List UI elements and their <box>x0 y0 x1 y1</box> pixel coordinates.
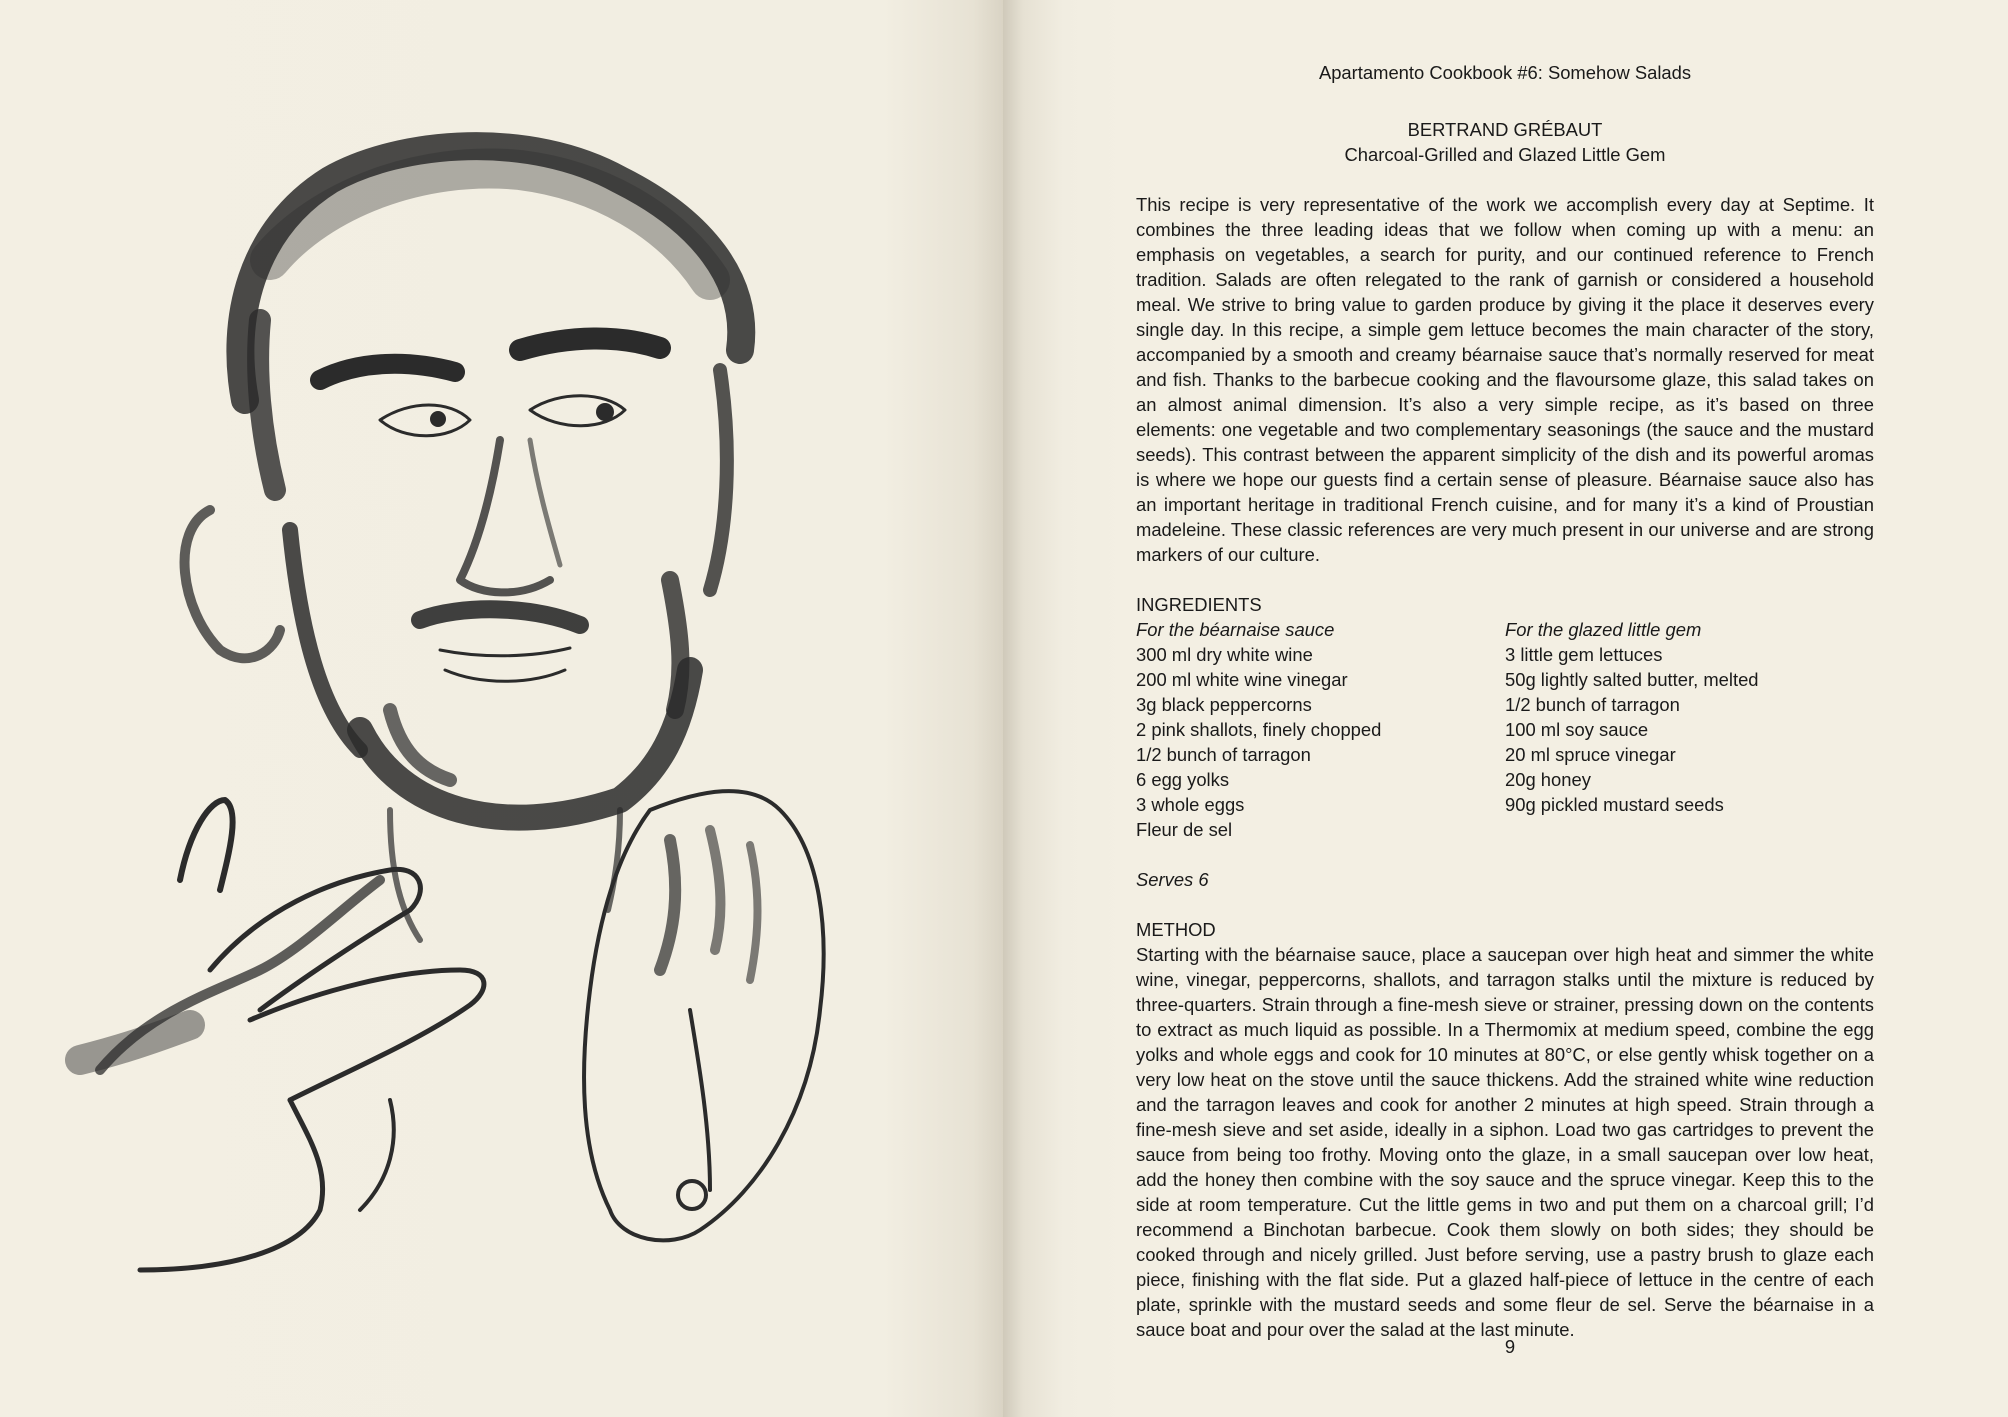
sauce-subheading: For the béarnaise sauce <box>1136 619 1335 640</box>
list-item: 20g honey <box>1505 769 1591 790</box>
recipe-text-column <box>1136 60 1874 1342</box>
ear-stroke <box>185 510 280 658</box>
sauce-ingredient-list <box>1136 642 1505 842</box>
left-eyebrow <box>320 364 455 380</box>
serves-note: Serves 6 <box>1136 869 1209 890</box>
list-item: 1/2 bunch of tarragon <box>1505 694 1680 715</box>
page-number: 9 <box>1504 1336 1516 1357</box>
list-item: 1/2 bunch of tarragon <box>1136 744 1311 765</box>
list-item: 6 egg yolks <box>1136 769 1230 790</box>
list-item: 3 little gem lettuces <box>1505 644 1663 665</box>
left-page <box>0 0 1003 1417</box>
list-item: Fleur de sel <box>1136 819 1233 840</box>
chef-name: BERTRAND GRÉBAUT <box>1407 119 1603 140</box>
list-item: 300 ml dry white wine <box>1136 644 1313 665</box>
recipe-title: Charcoal-Grilled and Glazed Little Gem <box>1344 144 1666 165</box>
list-item: 90g pickled mustard seeds <box>1505 794 1724 815</box>
finger-one <box>210 869 420 1010</box>
sauce-ingredients <box>1136 617 1505 842</box>
gem-ingredient-list <box>1505 642 1874 817</box>
list-item: 50g lightly salted butter, melted <box>1505 669 1759 690</box>
method-heading: METHOD <box>1136 919 1216 940</box>
lettuce-ribs <box>660 840 675 970</box>
ingredients-heading: INGREDIENTS <box>1136 594 1262 615</box>
list-item: 3g black peppercorns <box>1136 694 1312 715</box>
intro-paragraph: This recipe is very representative of the work we accomplish every day at Septime. It combines the three leading ideas that we follow when coming up with a menu: an emphasis on vegetables, a search for purity, and our continued reference to French tradition. Salads are often relegated to the rank of garnish or considered a household meal. We strive to bring value to garden produce by giving it the place it deserves every single day. In this recipe, a simple gem lettuce becomes the main character of the story, accompanied by a smooth and creamy béarnaise sauce that’s normally reserved for meat and fish. Thanks to the barbecue cooking and the flavoursome glaze, this salad takes on an almost animal dimension. It’s also a very simple recipe, as it’s based on three elements: one vegetable and two complementary seasonings (the sauce and the mustard seeds). This contrast between the apparent simplicity of the dish and its powerful aromas is where we hope our guests find a certain sense of pleasure. Béarnaise sauce also has an important heritage in traditional French cuisine, and for many it’s a kind of Proustian madeleine. These classic references are very much present in our universe and are strong markers of our culture. <box>1136 194 1874 565</box>
list-item: 3 whole eggs <box>1136 794 1245 815</box>
list-item: 200 ml white wine vinegar <box>1136 669 1348 690</box>
right-eyebrow <box>520 338 660 350</box>
ingredients-columns <box>1136 617 1874 842</box>
mouth <box>440 648 570 656</box>
method-paragraph: Starting with the béarnaise sauce, place a saucepan over high heat and simmer the white wine, vinegar, peppercorns, shallots, and tarragon stalks until the mixture is reduced by three-quarters. Strain through a fine-mesh sieve or strainer, pressing down on the contents to extract as much liquid as possible. In a Thermomix at medium speed, combine the egg yolks and whole eggs and cook for 10 minutes at 80°C, or else gently whisk together on a very low heat on the stove until the sauce thickens. Add the strained white wine reduction and the tarragon leaves and cook for another 2 minutes at high speed. Strain through a fine-mesh sieve and set aside, ideally in a siphon. Load two gas cartridges to prevent the sauce from being too frothy. Moving onto the glaze, in a small saucepan over low heat, add the honey then combine with the soy sauce and the spruce vinegar. Keep this to the side at room temperature. Cut the little gems in two and put them on a charcoal grill; I’d recommend a Binchotan barbecue. Cook them slowly on both sides; they should be cooked through and nicely grilled. Just before serving, use a pastry brush to glaze each piece, finishing with the flat side. Put a glazed half-piece of lettuce in the centre of each plate, sprinkle with the mustard seeds and some fleur de sel. Serve the béarnaise in a sauce boat and pour over the salad at the last minute. <box>1136 944 1874 1340</box>
left-eye <box>380 405 470 436</box>
list-item: 2 pink shallots, finely chopped <box>1136 719 1382 740</box>
list-item: 20 ml spruce vinegar <box>1505 744 1676 765</box>
list-item: 100 ml soy sauce <box>1505 719 1649 740</box>
mustache <box>420 609 580 625</box>
ink-portrait-illustration <box>60 110 940 1310</box>
gem-ingredients <box>1505 617 1874 842</box>
running-head: Apartamento Cookbook #6: Somehow Salads <box>1318 62 1692 83</box>
gem-subheading: For the glazed little gem <box>1505 619 1702 640</box>
